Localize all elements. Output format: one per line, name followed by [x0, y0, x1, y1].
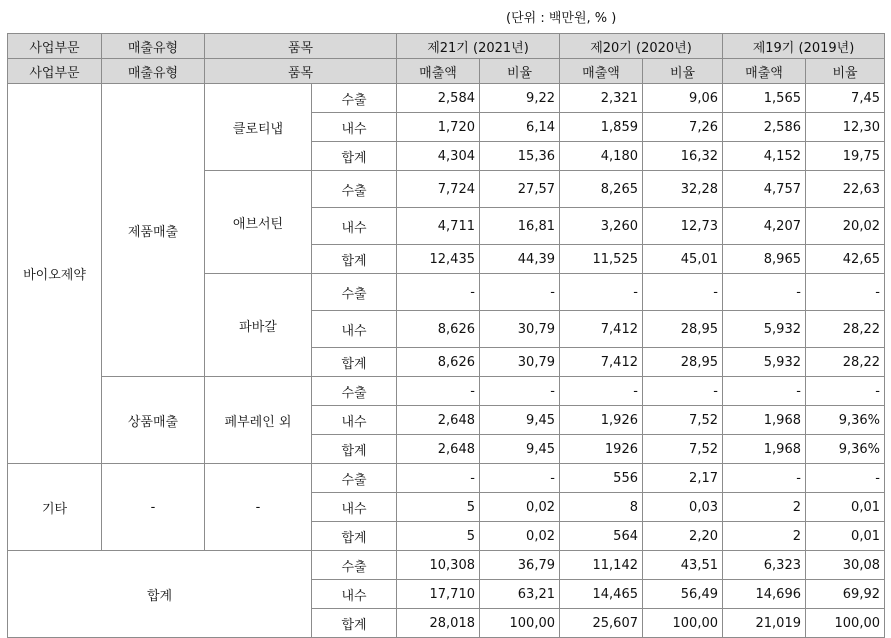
amount-cell: 7,412 — [560, 348, 643, 377]
amount-cell: - — [723, 377, 806, 406]
amount-cell: 4,152 — [723, 142, 806, 171]
item-pabagal: 파바갈 — [205, 274, 312, 377]
sales-type-product: 제품매출 — [102, 84, 205, 377]
ratio-cell: 30,79 — [480, 311, 560, 348]
amount-cell: 11,525 — [560, 245, 643, 274]
ratio-cell: 0,02 — [480, 522, 560, 551]
ratio-cell: 42,65 — [806, 245, 885, 274]
ratio-cell: 32,28 — [643, 171, 723, 208]
header-period-19: 제19기 (2019년) — [723, 34, 885, 59]
ratio-cell: 44,39 — [480, 245, 560, 274]
ratio-cell: 7,52 — [643, 406, 723, 435]
ratio-cell: 28,95 — [643, 311, 723, 348]
ratio-cell: 9,06 — [643, 84, 723, 113]
header-ratio: 비율 — [643, 59, 723, 84]
ratio-cell: 36,79 — [480, 551, 560, 580]
other-sales-type: - — [102, 464, 205, 551]
amount-cell: 5,932 — [723, 311, 806, 348]
amount-cell: 1926 — [560, 435, 643, 464]
ratio-cell: 30,08 — [806, 551, 885, 580]
ratio-cell: 0,02 — [480, 493, 560, 522]
ratio-cell: 0,01 — [806, 493, 885, 522]
sub-label-cell: 수출 — [312, 464, 397, 493]
sub-label-cell: 수출 — [312, 171, 397, 208]
ratio-cell: 15,36 — [480, 142, 560, 171]
amount-cell: - — [397, 274, 480, 311]
amount-cell: 2,321 — [560, 84, 643, 113]
ratio-cell: 9,36% — [806, 435, 885, 464]
sub-label-cell: 내수 — [312, 406, 397, 435]
sub-label-cell: 합계 — [312, 609, 397, 638]
ratio-cell: 0,01 — [806, 522, 885, 551]
amount-cell: 2,584 — [397, 84, 480, 113]
amount-cell: 2 — [723, 522, 806, 551]
ratio-cell: 43,51 — [643, 551, 723, 580]
ratio-cell: 27,57 — [480, 171, 560, 208]
ratio-cell: 2,17 — [643, 464, 723, 493]
ratio-cell: - — [643, 274, 723, 311]
amount-cell: 25,607 — [560, 609, 643, 638]
sub-label-cell: 수출 — [312, 274, 397, 311]
header-sales-type: 매출유형 — [102, 34, 205, 59]
amount-cell: 2 — [723, 493, 806, 522]
amount-cell: 8,965 — [723, 245, 806, 274]
amount-cell: - — [560, 274, 643, 311]
amount-cell: 1,859 — [560, 113, 643, 142]
amount-cell: 8,265 — [560, 171, 643, 208]
table-row — [8, 84, 885, 113]
ratio-cell: - — [480, 464, 560, 493]
sub-label-cell: 합계 — [312, 245, 397, 274]
amount-cell: 5,932 — [723, 348, 806, 377]
header-item: 품목 — [205, 59, 397, 84]
amount-cell: 564 — [560, 522, 643, 551]
header-ratio: 비율 — [806, 59, 885, 84]
ratio-cell: 28,22 — [806, 348, 885, 377]
amount-cell: 4,711 — [397, 208, 480, 245]
amount-cell: 14,465 — [560, 580, 643, 609]
amount-cell: - — [560, 377, 643, 406]
header-row-2 — [8, 59, 885, 84]
amount-cell: 2,648 — [397, 435, 480, 464]
ratio-cell: 28,95 — [643, 348, 723, 377]
header-amount: 매출액 — [560, 59, 643, 84]
amount-cell: - — [723, 464, 806, 493]
header-period-20: 제20기 (2020년) — [560, 34, 723, 59]
header-sales-type: 매출유형 — [102, 59, 205, 84]
header-amount: 매출액 — [723, 59, 806, 84]
amount-cell: 6,323 — [723, 551, 806, 580]
sub-label-cell: 합계 — [312, 522, 397, 551]
sub-label-cell: 내수 — [312, 493, 397, 522]
header-ratio: 비율 — [480, 59, 560, 84]
ratio-cell: 9,36% — [806, 406, 885, 435]
header-amount: 매출액 — [397, 59, 480, 84]
sub-label-cell: 수출 — [312, 84, 397, 113]
amount-cell: 12,435 — [397, 245, 480, 274]
amount-cell: 10,308 — [397, 551, 480, 580]
ratio-cell: 100,00 — [643, 609, 723, 638]
sub-label-cell: 수출 — [312, 551, 397, 580]
sub-label-cell: 합계 — [312, 348, 397, 377]
ratio-cell: 22,63 — [806, 171, 885, 208]
ratio-cell: 7,45 — [806, 84, 885, 113]
ratio-cell: 7,52 — [643, 435, 723, 464]
grand-total-label: 합계 — [8, 551, 312, 638]
ratio-cell: 28,22 — [806, 311, 885, 348]
sub-label-cell: 합계 — [312, 435, 397, 464]
ratio-cell: 16,81 — [480, 208, 560, 245]
amount-cell: 11,142 — [560, 551, 643, 580]
sub-label-cell: 내수 — [312, 580, 397, 609]
segment-bio: 바이오제약 — [8, 84, 102, 464]
sub-label-cell: 내수 — [312, 208, 397, 245]
amount-cell: 1,926 — [560, 406, 643, 435]
ratio-cell: 20,02 — [806, 208, 885, 245]
unit-note: (단위 : 백만원, % ) — [506, 11, 617, 26]
amount-cell: 28,018 — [397, 609, 480, 638]
header-segment: 사업부문 — [8, 59, 102, 84]
header-period-21: 제21기 (2021년) — [397, 34, 560, 59]
amount-cell: 4,304 — [397, 142, 480, 171]
ratio-cell: - — [480, 377, 560, 406]
ratio-cell: 19,75 — [806, 142, 885, 171]
amount-cell: 14,696 — [723, 580, 806, 609]
ratio-cell: 2,20 — [643, 522, 723, 551]
ratio-cell: - — [806, 464, 885, 493]
amount-cell: - — [397, 377, 480, 406]
ratio-cell: 100,00 — [480, 609, 560, 638]
table-body — [8, 34, 885, 638]
item-absertin: 애브서틴 — [205, 171, 312, 274]
amount-cell: 7,724 — [397, 171, 480, 208]
ratio-cell: 12,73 — [643, 208, 723, 245]
ratio-cell: 6,14 — [480, 113, 560, 142]
amount-cell: 17,710 — [397, 580, 480, 609]
ratio-cell: - — [806, 274, 885, 311]
ratio-cell: 30,79 — [480, 348, 560, 377]
table-row — [8, 464, 885, 493]
ratio-cell: 56,49 — [643, 580, 723, 609]
ratio-cell: 63,21 — [480, 580, 560, 609]
item-clotinab: 클로티냅 — [205, 84, 312, 171]
amount-cell: 4,180 — [560, 142, 643, 171]
amount-cell: 556 — [560, 464, 643, 493]
amount-cell: 21,019 — [723, 609, 806, 638]
amount-cell: 2,586 — [723, 113, 806, 142]
amount-cell: 1,565 — [723, 84, 806, 113]
ratio-cell: - — [806, 377, 885, 406]
header-item: 품목 — [205, 34, 397, 59]
amount-cell: 7,412 — [560, 311, 643, 348]
amount-cell: 8,626 — [397, 348, 480, 377]
sales-type-goods: 상품매출 — [102, 377, 205, 464]
amount-cell: - — [397, 464, 480, 493]
amount-cell: 1,968 — [723, 435, 806, 464]
ratio-cell: - — [643, 377, 723, 406]
amount-cell: 8,626 — [397, 311, 480, 348]
ratio-cell: 9,22 — [480, 84, 560, 113]
sub-label-cell: 수출 — [312, 377, 397, 406]
table-row — [8, 551, 885, 580]
ratio-cell: 16,32 — [643, 142, 723, 171]
amount-cell: - — [723, 274, 806, 311]
amount-cell: 1,720 — [397, 113, 480, 142]
ratio-cell: 100,00 — [806, 609, 885, 638]
amount-cell: 4,207 — [723, 208, 806, 245]
ratio-cell: 7,26 — [643, 113, 723, 142]
sales-table — [7, 33, 885, 638]
sub-label-cell: 내수 — [312, 113, 397, 142]
ratio-cell: 0,03 — [643, 493, 723, 522]
table-row — [8, 377, 885, 406]
header-segment: 사업부문 — [8, 34, 102, 59]
ratio-cell: 69,92 — [806, 580, 885, 609]
amount-cell: 1,968 — [723, 406, 806, 435]
item-pebulane: 페부레인 외 — [205, 377, 312, 464]
amount-cell: 4,757 — [723, 171, 806, 208]
amount-cell: 2,648 — [397, 406, 480, 435]
header-row-1 — [8, 34, 885, 59]
other-item: - — [205, 464, 312, 551]
segment-other: 기타 — [8, 464, 102, 551]
amount-cell: 3,260 — [560, 208, 643, 245]
ratio-cell: 45,01 — [643, 245, 723, 274]
ratio-cell: 9,45 — [480, 435, 560, 464]
amount-cell: 5 — [397, 493, 480, 522]
amount-cell: 5 — [397, 522, 480, 551]
sub-label-cell: 합계 — [312, 142, 397, 171]
ratio-cell: 9,45 — [480, 406, 560, 435]
ratio-cell: - — [480, 274, 560, 311]
sub-label-cell: 내수 — [312, 311, 397, 348]
amount-cell: 8 — [560, 493, 643, 522]
ratio-cell: 12,30 — [806, 113, 885, 142]
